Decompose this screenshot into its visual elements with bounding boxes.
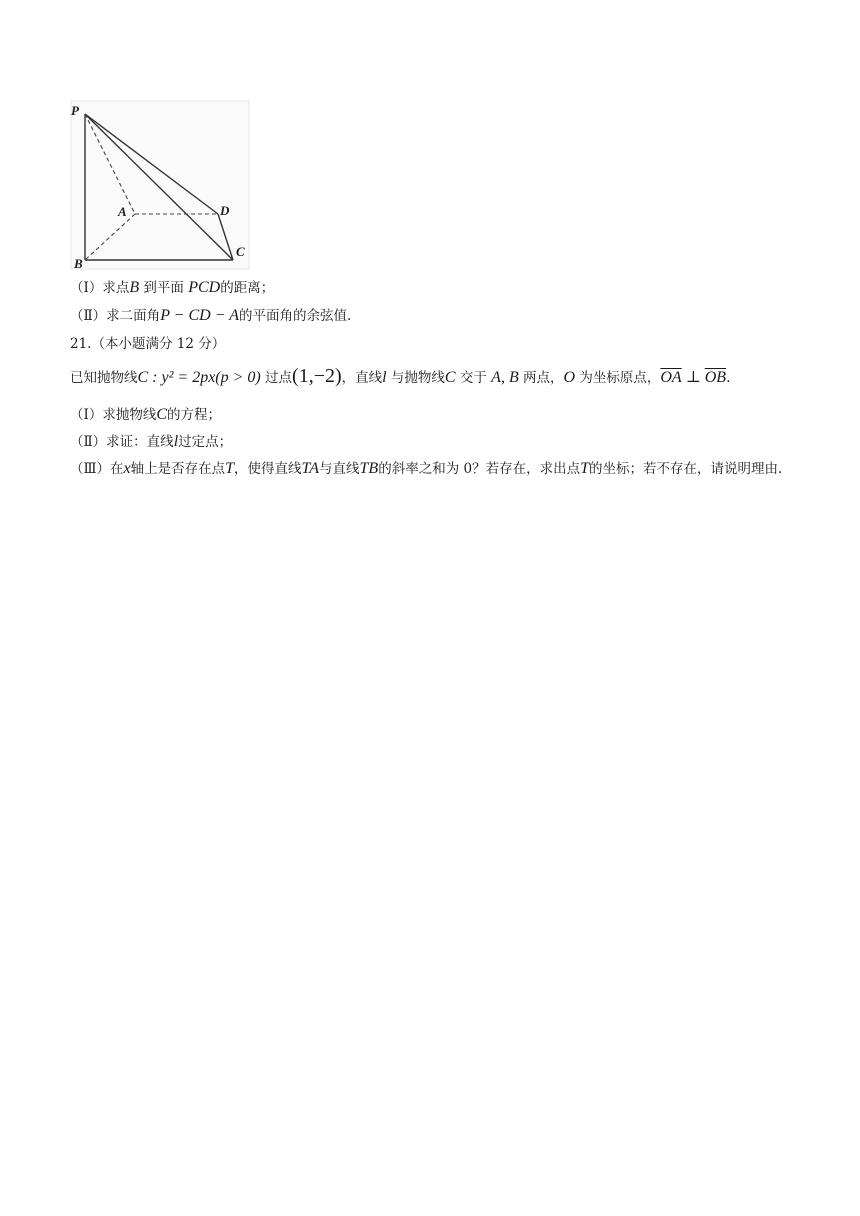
vector-oa: $\overline{OA}$ bbox=[660, 369, 682, 386]
dihedral-expr: P − CD − A bbox=[160, 307, 239, 324]
q21-stem: 已知抛物线C : y² = 2px(p > 0) 过点(1,−2)，直线l 与抛物线C 交于 A, B 两点，O 为坐标原点，$\overline{OA}$ ⊥ $\overline{OB}$. bbox=[70, 365, 731, 387]
q21-part3: （Ⅲ）在x轴上是否存在点T，使得直线TA与直线TB的斜率之和为 0？若存在，求出点T的坐标；若不存在，请说明理由. bbox=[70, 460, 783, 477]
label-A: A bbox=[118, 204, 127, 219]
var-b: B bbox=[129, 279, 140, 296]
label-C: C bbox=[236, 244, 245, 259]
label-D: D bbox=[220, 203, 230, 218]
pyramid-figure bbox=[70, 100, 250, 270]
label-B: B bbox=[74, 256, 83, 270]
q20-part1: （Ⅰ）求点B 到平面 PCD的距离； bbox=[70, 279, 275, 296]
parabola-eq: C : y² = 2px(p > 0) bbox=[137, 369, 261, 386]
vector-ob: $\overline{OB}$ bbox=[704, 369, 727, 386]
q21-part2: （Ⅱ）求证：直线l过定点； bbox=[70, 433, 233, 450]
q20-part2: （Ⅱ）求二面角P − CD − A的平面角的余弦值. bbox=[70, 307, 352, 324]
q21-part1: （Ⅰ）求抛物线C的方程； bbox=[70, 406, 222, 423]
pyramid-diagram bbox=[70, 100, 250, 270]
label-P: P bbox=[71, 103, 79, 118]
q21-header: 21.（本小题满分 12 分） bbox=[70, 336, 226, 352]
plane-pcd: PCD bbox=[188, 279, 221, 296]
point-coords: (1,−2) bbox=[292, 365, 342, 387]
